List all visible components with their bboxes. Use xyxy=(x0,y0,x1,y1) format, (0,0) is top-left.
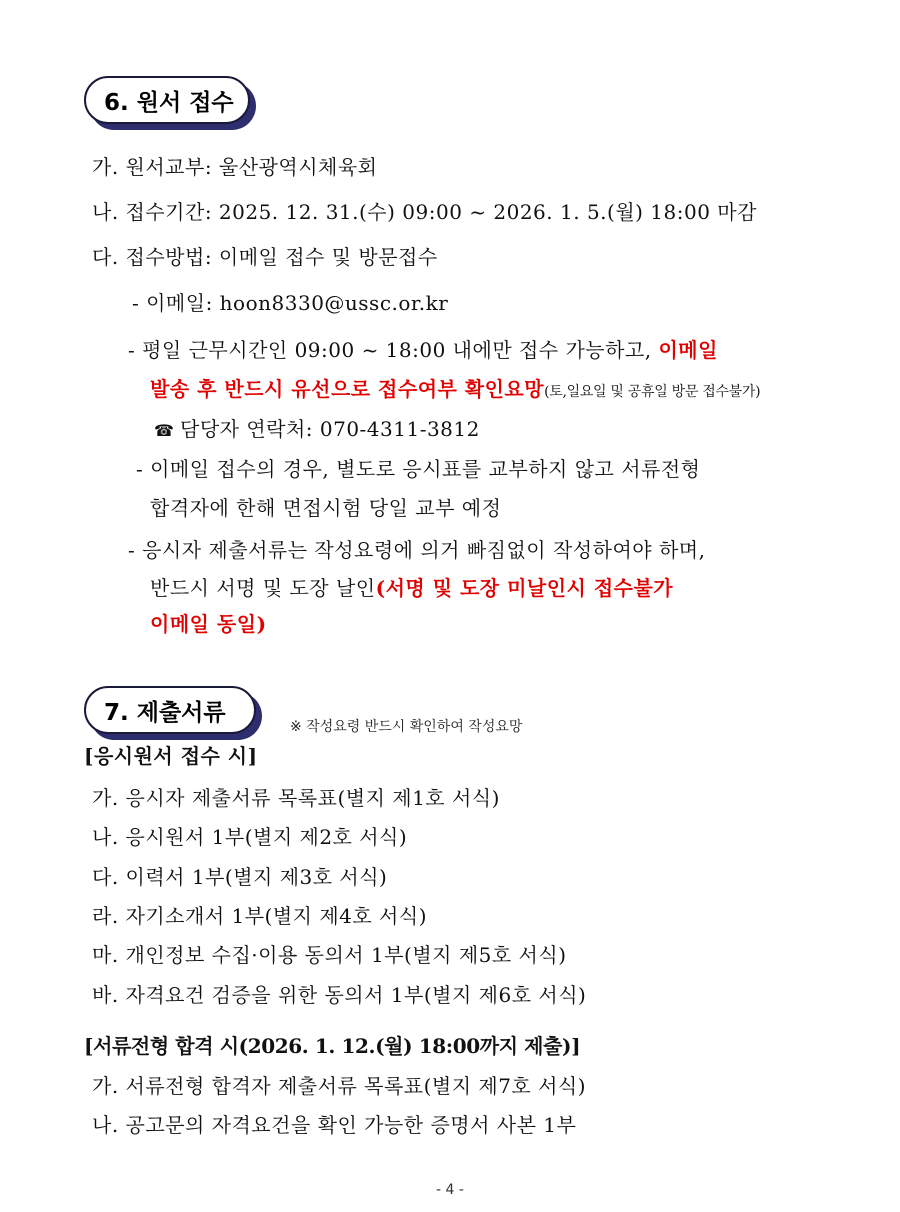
group-2-item: 나. 공고문의 자격요건을 확인 가능한 증명서 사본 1부 xyxy=(92,1113,577,1137)
docs-note-line-3 xyxy=(150,611,267,637)
group-1-item: 라. 자기소개서 1부(별지 제4호 서식) xyxy=(92,904,428,928)
section-6-item-b: 나. 접수기간: 2025. 12. 31.(수) 09:00 ~ 2026. 1. 5.(월) 18:00 마감 xyxy=(92,200,757,224)
group-1-item: 나. 응시원서 1부(별지 제2호 서식) xyxy=(92,825,408,849)
weekday-small-note: (토,일요일 및 공휴일 방문 접수불가) xyxy=(544,384,761,400)
docs-note-red-1: (서명 및 도장 미날인시 접수불가 xyxy=(375,576,674,600)
contact-text: 담당자 연락처: 070-4311-3812 xyxy=(180,417,480,441)
section-7-title: 7. 제출서류 xyxy=(104,699,226,726)
docs-note-red-2: 이메일 동일) xyxy=(150,612,267,636)
docs-note-line-2 xyxy=(150,575,673,601)
weekday-red-1: 이메일 xyxy=(658,338,718,362)
group-2-item: 가. 서류전형 합격자 제출서류 목록표(별지 제7호 서식) xyxy=(92,1074,587,1098)
group-1-item: 바. 자격요건 검증을 위한 동의서 1부(별지 제6호 서식) xyxy=(92,983,587,1007)
group-1-header: [응시원서 접수 시] xyxy=(84,744,258,768)
contact-line xyxy=(154,416,480,444)
section-7-heading xyxy=(84,686,256,734)
email-note-line-2: 합격자에 한해 면접시험 당일 교부 예정 xyxy=(150,496,502,520)
email-address-line: - 이메일: hoon8330@ussc.or.kr xyxy=(132,291,449,315)
section-6-item-c: 다. 접수방법: 이메일 접수 및 방문접수 xyxy=(92,245,438,269)
section-6-item-a: 가. 원서교부: 울산광역시체육회 xyxy=(92,155,378,179)
docs-note-line-1: - 응시자 제출서류는 작성요령에 의거 빠짐없이 작성하여야 하며, xyxy=(128,538,706,562)
docs-note-normal: 반드시 서명 및 도장 날인 xyxy=(150,576,376,600)
weekday-line-2 xyxy=(150,376,760,405)
group-1-item: 다. 이력서 1부(별지 제3호 서식) xyxy=(92,865,388,889)
weekday-red-2: 발송 후 반드시 유선으로 접수여부 확인요망 xyxy=(150,377,545,401)
section-6-heading xyxy=(84,76,250,124)
group-1-item: 가. 응시자 제출서류 목록표(별지 제1호 서식) xyxy=(92,786,500,810)
email-note-line-1: - 이메일 접수의 경우, 별도로 응시표를 교부하지 않고 서류전형 xyxy=(136,457,701,481)
weekday-text: - 평일 근무시간인 09:00 ~ 18:00 내에만 접수 가능하고, xyxy=(128,338,659,362)
section-6-title: 6. 원서 접수 xyxy=(104,89,234,116)
telephone-icon: ☎ xyxy=(154,421,175,440)
weekday-line-1 xyxy=(128,337,718,363)
group-1-item: 마. 개인정보 수집·이용 동의서 1부(별지 제5호 서식) xyxy=(92,943,567,967)
section-7-note: ※ 작성요령 반드시 확인하여 작성요망 xyxy=(290,719,523,735)
page-number: - 4 - xyxy=(436,1182,464,1198)
group-2-header: [서류전형 합격 시(2026. 1. 12.(월) 18:00까지 제출)] xyxy=(84,1034,581,1058)
